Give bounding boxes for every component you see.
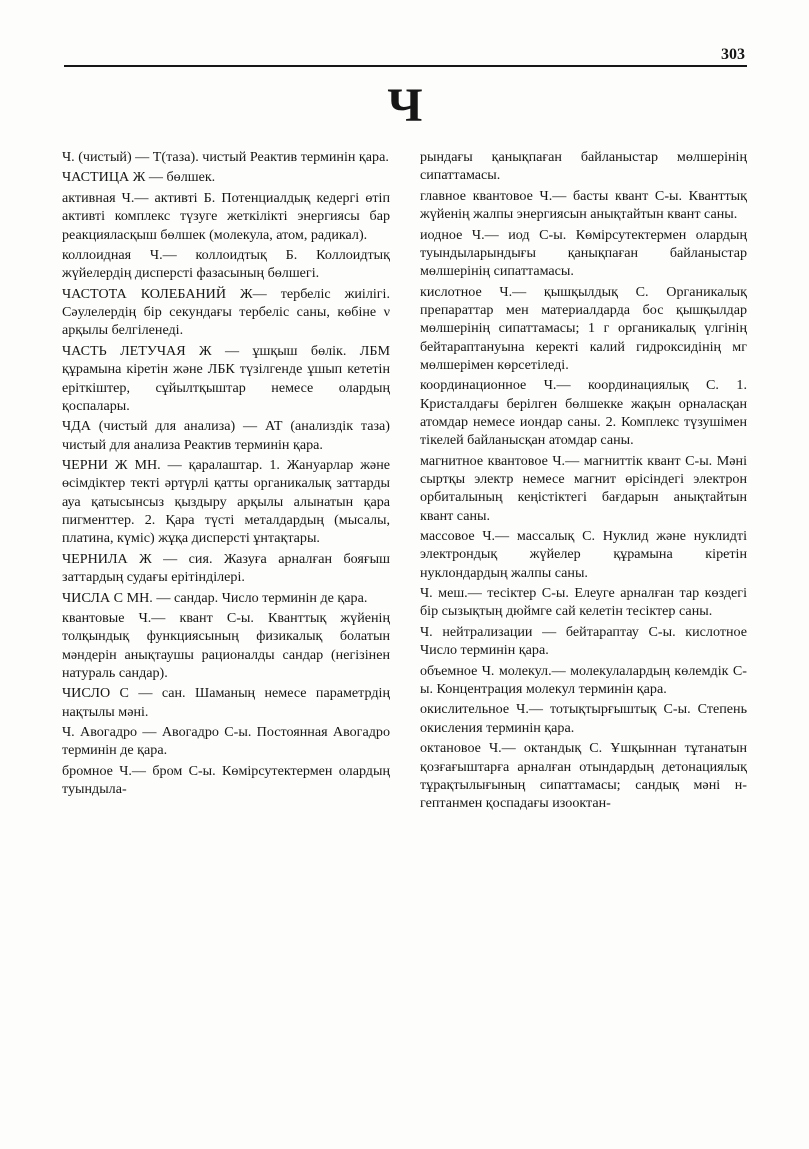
right-column [420, 148, 747, 815]
dictionary-entry: объемное Ч. молекул.— молекулалардың көлемдік С-ы. Концентрация молекул терминін қара. [420, 662, 747, 697]
dictionary-entry: ЧИСЛО С — сан. Шаманың немесе параметрдің нақтылы мәні. [62, 685, 390, 720]
dictionary-entry: массовое Ч.— массалық С. Нуклид және нуклидті электрондық жүйелер құрамына кіретін нуклондардың жалпы саны. [420, 528, 747, 581]
dictionary-entry: ЧЕРНИ Ж МН. — қаралаштар. 1. Жануарлар және өсімдіктер текті әртүрлі қатты органикалық заттарды ауа қатысынсыз қыздыру арқылы алынатын қара пигменттер. 2. Қара түсті металдардың (мысалы, платина, күміс) жұқа дисперсті ұнтақтары. [62, 457, 390, 547]
dictionary-entry: ЧЕРНИЛА Ж — сия. Жазуға арналған бояғыш заттардың судағы ерітінділері. [62, 550, 390, 586]
dictionary-entry: Ч. (чистый) — Т(таза). чистый Реактив терминін қара. [62, 149, 389, 165]
section-letter: Ч [387, 79, 423, 132]
dictionary-entry: коллоидная Ч.— коллоидтық Б. Коллоидтық жүйелердің дисперсті фазасының бөлшегі. [62, 247, 390, 282]
header-rule [64, 65, 747, 67]
dictionary-entry: Ч. нейтрализации — бейтараптау С-ы. кислотное Число терминін қара. [420, 623, 747, 659]
dictionary-entry: бромное Ч.— бром С-ы. Көмірсутектермен олардың туындыла- [62, 762, 390, 798]
dictionary-entry: ЧИСЛА С МН. — сандар. Число терминін де қара. [62, 589, 368, 606]
dictionary-entry: координационное Ч.— координациялық С. 1. Кристалдағы берілген бөлшекке жақын орналасқан атомдар немесе иондар саны. 2. Комплекс түзушімен тікелей байланысқан атомдар саны. [420, 377, 747, 449]
dictionary-entry: главное квантовое Ч.— басты квант С-ы. Кванттық жүйенің жалпы энергиясын анықтайтын квант саны. [420, 187, 747, 223]
dictionary-entry: кислотное Ч.— қышқылдық С. Органикалық препараттар мен материалдарда бос қышқылдар мөлшерінің сипаттамасы; 1 г органикалық үлгінің бейтараптануына керекті калий гидроксидінің мг мөлшерімен көрсетіледі. [420, 283, 747, 373]
dictionary-entry: окислительное Ч.— тотықтырғыштық С-ы. Степень окисления терминін қара. [420, 701, 747, 736]
dictionary-entry: ЧАСТИЦА Ж — бөлшек. [62, 169, 216, 186]
dictionary-entry: иодное Ч.— иод С-ы. Көмірсутектермен олардың туындыларындығы қанықпаған байланыстар мөлшерінің сипаттамасы. [420, 226, 747, 280]
dictionary-entry: Ч. меш.— тесіктер С-ы. Елеуге арналған тар көздегі бір сызықтың дюймге сай келетін тесіктер саны. [420, 585, 747, 620]
dictionary-entry: активная Ч.— активті Б. Потенциалдық кедергі өтіп активті комплекс түзуге жеткілікті энергиясы бар реакцияласқыш бөлшек (молекула, атом, радикал). [62, 189, 390, 243]
dictionary-entry: октановое Ч.— октандық С. Ұшқыннан тұтанатын қозғағыштарға арналған отындардың детонациялық тұрақтылығының сипаттамасы; сандық мәні н-гептанмен қоспадағы изооктан- [420, 740, 747, 812]
left-column [62, 148, 390, 801]
dictionary-entry: ЧАСТЬ ЛЕТУЧАЯ Ж — ұшқыш бөлік. ЛБМ құрамына кіретін және ЛБК түзілгенде ұшып кететін еріткіштер, сұйылтқыштар немесе олардың қоспалары. [62, 342, 390, 414]
dictionary-entry: Ч. Авогадро — Авогадро С-ы. Постоянная Авогадро терминін де қара. [62, 724, 390, 759]
page-number: 303 [721, 46, 745, 63]
dictionary-entry: квантовые Ч.— квант С-ы. Кванттық жүйенің толқындық функциясының физикалық болатын мәндерін анықтаушы рационалды сандар (негізінен натураль сандар). [62, 610, 390, 681]
dictionary-entry: магнитное квантовое Ч.— магниттік квант С-ы. Мәні сыртқы электр немесе магнит өрісіндегі электрон орбиталының кеңістіктегі бағдарын анықтайтын квант саны. [420, 452, 747, 524]
dictionary-entry: ЧАСТОТА КОЛЕБАНИЙ Ж— тербеліс жиілігі. Сәулелердің бір секундағы тербеліс саны, көбіне ν арқылы белгіленеді. [62, 285, 390, 339]
dictionary-entry: рындағы қанықпаған байланыстар мөлшерінің сипаттамасы. [420, 149, 747, 184]
dictionary-entry: ЧДА (чистый для анализа) — АТ (анализдік таза) чистый для анализа Реактив терминін қара. [62, 418, 390, 453]
